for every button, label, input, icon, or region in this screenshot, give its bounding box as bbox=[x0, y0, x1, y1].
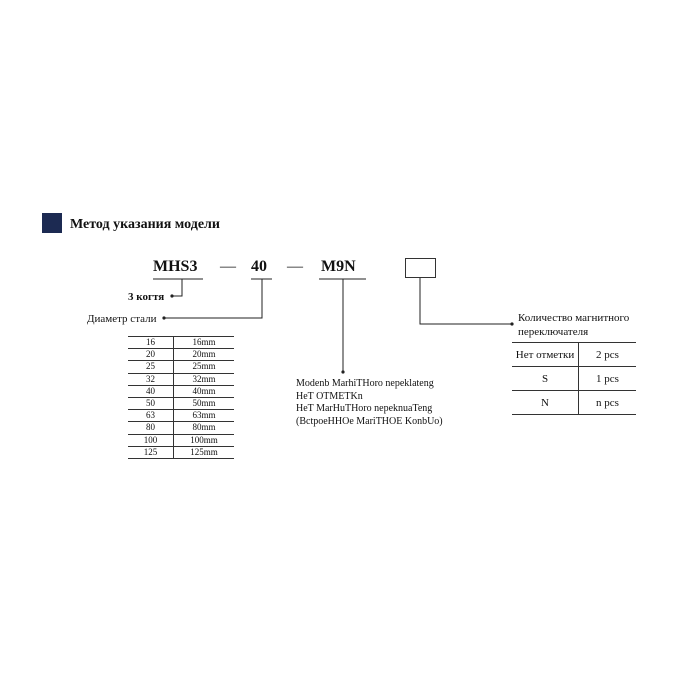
diameter-value-cell: 20mm bbox=[174, 349, 235, 361]
table-row bbox=[512, 391, 636, 415]
page-title: Метод указания модели bbox=[70, 217, 220, 232]
code-diameter: 40 bbox=[251, 258, 267, 275]
table-row bbox=[128, 385, 234, 397]
diameter-value-cell: 32mm bbox=[174, 373, 235, 385]
switch-notes bbox=[296, 378, 443, 428]
diameter-code-cell: 50 bbox=[128, 397, 174, 409]
switch-qty-cell: 2 pcs bbox=[579, 343, 637, 367]
table-row bbox=[128, 373, 234, 385]
switch-code-cell: N bbox=[512, 391, 579, 415]
code-switch: M9N bbox=[321, 258, 356, 275]
switch-note-line: HeT MarHuTHoro nepeknuaTeng bbox=[296, 403, 433, 414]
table-row bbox=[128, 397, 234, 409]
switch-qty-cell: 1 pcs bbox=[579, 367, 637, 391]
switch-qty-label-line1: Количество магнитного bbox=[518, 312, 630, 324]
switch-code-cell: Нет отметки bbox=[512, 343, 579, 367]
table-row bbox=[512, 367, 636, 391]
table-row bbox=[128, 434, 234, 446]
diameter-value-cell: 100mm bbox=[174, 434, 235, 446]
diameter-value-cell: 25mm bbox=[174, 361, 235, 373]
switch-note-line: Modenb MarhiTHoro nepeklateng bbox=[296, 378, 434, 389]
diameter-value-cell: 40mm bbox=[174, 385, 235, 397]
table-row bbox=[128, 337, 234, 349]
diameter-label: Диаметр стали bbox=[87, 313, 157, 325]
diameter-table bbox=[128, 336, 234, 459]
diameter-dot bbox=[162, 316, 165, 319]
table-row bbox=[128, 361, 234, 373]
diameter-code-cell: 125 bbox=[128, 446, 174, 458]
table-row bbox=[128, 349, 234, 361]
table-row bbox=[128, 446, 234, 458]
code-dash-1: — bbox=[220, 258, 236, 275]
diameter-value-cell: 125mm bbox=[174, 446, 235, 458]
qty-connector bbox=[420, 278, 512, 324]
diameter-value-cell: 63mm bbox=[174, 410, 235, 422]
diameter-code-cell: 40 bbox=[128, 385, 174, 397]
switch-dot bbox=[341, 370, 344, 373]
jaws-connector bbox=[172, 279, 182, 296]
code-dash-2: — bbox=[287, 258, 303, 275]
diameter-code-cell: 20 bbox=[128, 349, 174, 361]
code-series: MHS3 bbox=[153, 258, 198, 275]
diameter-connector bbox=[164, 279, 262, 318]
jaws-dot bbox=[170, 294, 173, 297]
diameter-value-cell: 16mm bbox=[174, 337, 235, 349]
switch-code-cell: S bbox=[512, 367, 579, 391]
diameter-value-cell: 50mm bbox=[174, 397, 235, 409]
diameter-value-cell: 80mm bbox=[174, 422, 235, 434]
switch-qty-label-line2: переключателя bbox=[518, 326, 589, 338]
table-row bbox=[512, 343, 636, 367]
diameter-code-cell: 32 bbox=[128, 373, 174, 385]
switch-qty-cell: n pcs bbox=[579, 391, 637, 415]
diameter-code-cell: 16 bbox=[128, 337, 174, 349]
table-row bbox=[128, 422, 234, 434]
diameter-code-cell: 100 bbox=[128, 434, 174, 446]
diameter-code-cell: 25 bbox=[128, 361, 174, 373]
diameter-code-cell: 63 bbox=[128, 410, 174, 422]
qty-dot bbox=[510, 322, 513, 325]
diameter-code-cell: 80 bbox=[128, 422, 174, 434]
switch-note-line: (BctpoeHHOe MariTHOE KonbUo) bbox=[296, 415, 443, 427]
jaws-label: 3 когтя bbox=[128, 291, 165, 303]
switch-qty-table bbox=[512, 342, 636, 415]
table-row bbox=[128, 410, 234, 422]
switch-note-line: HeT OTMETKn bbox=[296, 390, 363, 402]
